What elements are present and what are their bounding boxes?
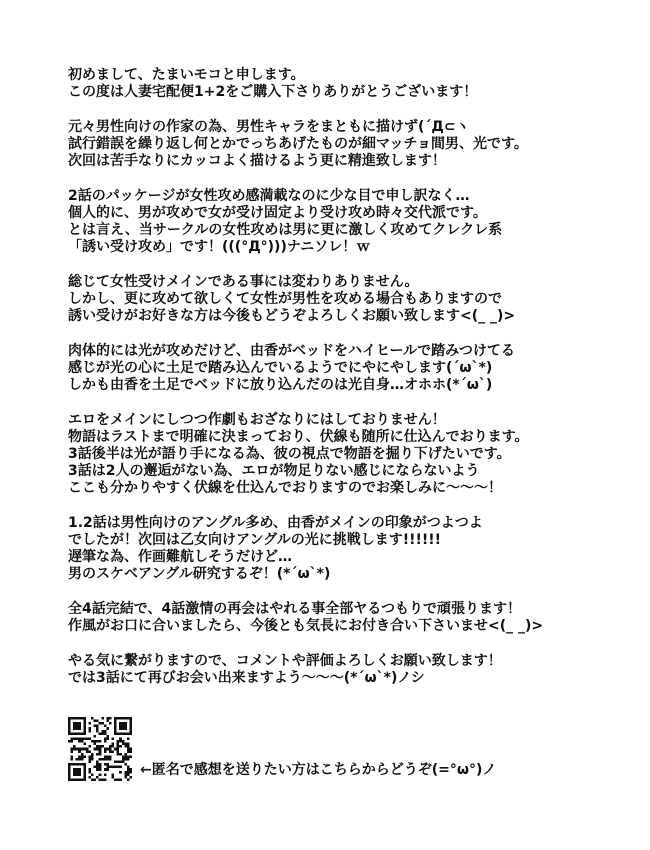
text-line: 男のスケベアングル研究するぞ！(*´ω`*) <box>68 566 331 582</box>
text-line: 次回は苦手なりにカッコよく描けるよう更に精進致します！ <box>68 153 446 169</box>
text-line: 感じが光の心に土足で踏み込んでいるようでにやにやします(´ω`*) <box>68 360 493 376</box>
text-line: 「誘い受け攻め」です！(((°Д°)))ナニソレ！ｗ <box>68 239 371 255</box>
text-line: 個人的に、男が攻めで女が受け固定より受け攻め時々交代派です。 <box>68 205 487 221</box>
text-line: 総じて女性受けメインである事には変わりありません。 <box>68 274 419 290</box>
text-line: 作風がお口に合いましたら、今後とも気長にお付き合い下さいませ<(_ _)> <box>68 618 544 634</box>
text-line: 肉体的には光が攻めだけど、由香がベッドをハイヒールで踏みつけてる <box>68 343 515 359</box>
paragraph-package <box>68 188 628 256</box>
text-line: ここも分かりやすく伏線を仕込んでおりますのでお楽しみに〜〜〜！ <box>68 480 502 496</box>
text-line: 遅筆な為、作画難航しそうだけど… <box>68 549 292 565</box>
text-line: 1.2話は男性向けのアングル多め、由香がメインの印象がつよつよ <box>68 515 483 531</box>
text-line: しかも由香を土足でベッドに放り込んだのは光自身…オホホ(*´ω`) <box>68 377 493 393</box>
paragraph-character-design <box>68 119 628 170</box>
afterword-text <box>68 67 628 705</box>
text-line: やる気に繋がりますので、コメントや評価よろしくお願い致します！ <box>68 653 502 669</box>
text-line: でしたが！次回は乙女向けアングルの光に挑戦します!!!!!! <box>68 532 442 548</box>
text-line: では3話にて再びお会い出来ますよう〜〜〜(*´ω`*)ノシ <box>68 670 425 686</box>
text-line: とは言え、当サークルの女性攻めは男に更に激しく攻めてクレクレ系 <box>68 222 503 238</box>
text-line: エロをメインにしつつ作劇もおざなりにはしておりません！ <box>68 412 446 428</box>
paragraph-angles <box>68 515 628 583</box>
text-line: 元々男性向けの作家の為、男性キャラをまともに描けず(´Д⊂ヽ <box>68 119 470 135</box>
paragraph-greeting <box>68 67 628 101</box>
text-line: 試行錯誤を繰り返し何とかでっちあげたものが細マッチョ間男、光です。 <box>68 136 528 152</box>
text-line: 初めまして、たまいモコと申します。 <box>68 67 305 83</box>
paragraph-closing <box>68 653 628 687</box>
feedback-footer <box>68 717 496 781</box>
qr-code-icon[interactable] <box>68 717 132 781</box>
text-line: 3話後半は光が語り手になる為、彼の視点で物語を掘り下げたいです。 <box>68 446 511 462</box>
qr-caption: ←匿名で感想を送りたい方はこちらからどうぞ(=°ω°)ノ <box>140 762 497 778</box>
text-line: 物語はラストまで明確に決まっており、伏線も随所に仕込んでおります。 <box>68 429 529 445</box>
text-line: 3話は2人の邂逅がない為、エロが物足りない感じにならないよう <box>68 463 480 479</box>
paragraph-story <box>68 412 628 497</box>
paragraph-high-heel <box>68 343 628 394</box>
text-line: 全4話完結で、4話激情の再会はやれる事全部ヤるつもりで頑張ります！ <box>68 601 522 617</box>
paragraph-main-theme <box>68 274 628 325</box>
text-line: 誘い受けがお好きな方は今後もどうぞよろしくお願い致します<(_ _)> <box>68 308 516 324</box>
text-line: 2話のパッケージが女性攻め感満載なのに少な目で申し訳なく… <box>68 188 470 204</box>
text-line: しかし、更に攻めて欲しくて女性が男性を攻める場合もありますので <box>68 291 502 307</box>
text-line: この度は人妻宅配便1+2をご購入下さりありがとうございます！ <box>68 84 478 100</box>
paragraph-completion <box>68 601 628 635</box>
